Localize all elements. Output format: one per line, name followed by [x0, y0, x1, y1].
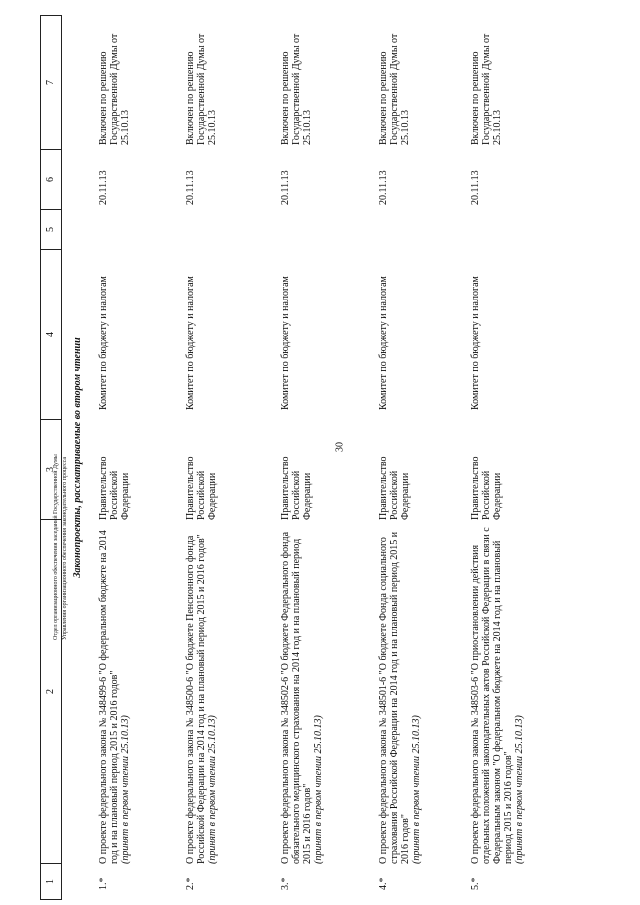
row-number: 4.*	[378, 877, 389, 890]
row-number: 1.*	[98, 877, 109, 890]
reading-note: (принят в первом чтении 25.10.13)	[514, 715, 525, 864]
committee: Комитет по бюджету и налогам	[98, 276, 109, 410]
status: Включен по решению Государственной Думы от 25.10.13	[98, 33, 131, 145]
bill-description: О проекте федерального закона № 348503-6 "О приостановлении действия отдельных положений законодательных актов Российской Федерации в связи с Федеральным законом "О федеральном бюджете на 2014 год и на плановый период 2015 и 2016 годов"	[470, 527, 514, 864]
status: Включен по решению Государственной Думы от 25.10.13	[280, 33, 313, 145]
committee: Комитет по бюджету и налогам	[280, 276, 291, 410]
bill-description: О проекте федерального закона № 348499-6 "О федеральном бюджете на 2014 год и на плановый период 2015 и 2016 годов"	[98, 530, 120, 864]
column-header-3: 3	[40, 420, 62, 520]
table-row	[378, 15, 468, 900]
status: Включен по решению Государственной Думы от 25.10.13	[470, 33, 503, 145]
column-header-5: 5	[40, 210, 62, 250]
bill-description: О проекте федерального закона № 348502-6 "О бюджете Федерального фонда обязательного медицинского страхования на 2014 год и на плановый период 2015 и 2016 годов"	[280, 531, 313, 864]
bill-author: Правительство Российской Федерации	[185, 456, 218, 520]
footer	[52, 370, 74, 640]
reading-note: (принят в первом чтении 25.10.13)	[120, 715, 131, 864]
column-header-2: 2	[40, 520, 62, 864]
committee: Комитет по бюджету и налогам	[185, 276, 196, 410]
committee: Комитет по бюджету и налогам	[470, 276, 481, 410]
reading-note: (принят в первом чтении 25.10.13)	[207, 715, 218, 864]
row-number: 2.*	[185, 877, 196, 890]
date: 20.11.13	[98, 170, 109, 205]
table-row	[470, 15, 600, 900]
page-number: 30	[334, 442, 346, 452]
committee: Комитет по бюджету и налогам	[378, 276, 389, 410]
row-number: 5.*	[470, 877, 481, 890]
rotated-table	[40, 15, 610, 900]
table-row	[185, 15, 275, 900]
column-header-7: 7	[40, 15, 62, 150]
bill-author: Правительство Российской Федерации	[470, 456, 503, 520]
bill-author: Правительство Российской Федерации	[378, 456, 411, 520]
bill-description: О проекте федерального закона № 348501-6 "О бюджете Фонда социального страхования Российской Федерации на 2014 год и на плановый период 2015 и 2016 годов"	[378, 531, 411, 864]
table-row	[280, 15, 370, 900]
date: 20.11.13	[470, 170, 481, 205]
column-header-4: 4	[40, 250, 62, 420]
table-row	[98, 15, 188, 900]
date: 20.11.13	[185, 170, 196, 205]
bill-author: Правительство Российской Федерации	[98, 456, 131, 520]
status: Включен по решению Государственной Думы от 25.10.13	[185, 33, 218, 145]
section-title: Законопроекты, рассматриваемые во втором чтении	[72, 337, 83, 578]
footer-line-1: Отдел организационного обеспечения заседаний Государственной Думы	[53, 454, 59, 640]
footer-line-2: Управления организационного обеспечения законодательного процесса	[62, 456, 68, 640]
column-header-6: 6	[40, 150, 62, 210]
reading-note: (принят в первом чтении 25.10.13)	[313, 715, 324, 864]
bill-author: Правительство Российской Федерации	[280, 456, 313, 520]
row-number: 3.*	[280, 877, 291, 890]
column-header-1: 1	[40, 864, 62, 900]
status: Включен по решению Государственной Думы от 25.10.13	[378, 33, 411, 145]
date: 20.11.13	[378, 170, 389, 205]
reading-note: (принят в первом чтении 25.10.13)	[411, 715, 422, 864]
bill-description: О проекте федерального закона № 348500-6 "О бюджете Пенсионного фонда Российской Федерации на 2014 год и на плановый период 2015 и 2016 годов"	[185, 534, 207, 864]
date: 20.11.13	[280, 170, 291, 205]
